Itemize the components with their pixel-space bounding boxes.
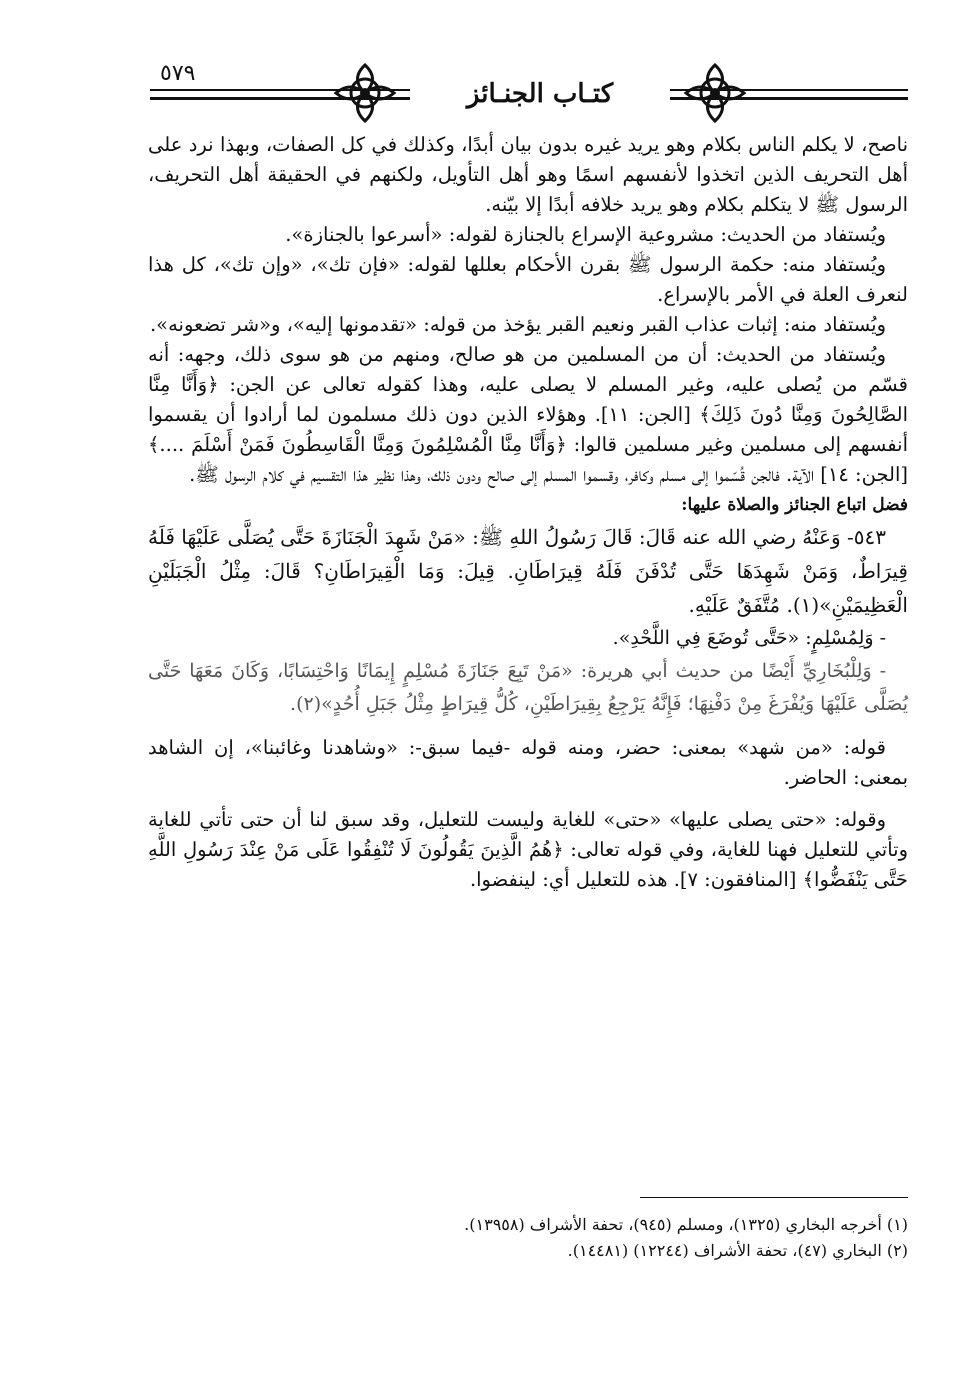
chapter-title: كتـاب الجنـائز xyxy=(410,69,670,119)
page-number: ٥٧٩ xyxy=(156,61,199,86)
ornament-left-icon xyxy=(330,55,400,125)
ornament-right-icon xyxy=(680,55,750,125)
paragraph-4: ويُستفاد منه: إثبات عذاب القبر ونعيم القبر يؤخذ من قوله: «تقدمونها إليه»، و«شر تضعونه». xyxy=(149,313,886,336)
commentary-2: وقوله: «حتى يصلى عليها» «حتى» للغاية وليست للتعليل، وقد سبق لنا أن حتى تأتي للغاية وتأتي للتعليل فهنا للغاية، وفي قوله تعالى: ﴿هُمُ الَّذِينَ يَقُولُونَ لَا تُنْفِقُوا عَلَى مَنْ عِنْدَ رَسُولِ اللَّهِ حَتَّى يَنْفَضُّوا﴾ [المنافقون: ٧]. هذه للتعليل أي: لينفضوا. xyxy=(148,808,908,891)
page-header xyxy=(150,55,908,125)
paragraph-1: ناصح، لا يكلم الناس بكلام وهو يريد غيره بدون بيان أبدًا، وكذلك في كل الصفات، وبهذا نرد على أهل التحريف الذين اتخذوا لأنفسهم اسمًا وهو أهل التأويل، ولكنهم في الحقيقة أهل التحريف، الرسول ﷺ لا يتكلم بكلام وهو يريد خلافه أبدًا إلا بيّنه. xyxy=(148,133,908,216)
page-body xyxy=(148,130,908,895)
footnote-2: (٢) البخاري (٤٧)، تحفة الأشراف (١٢٢٤٤) (١٤٤٨١). xyxy=(567,1241,908,1260)
footnote-divider xyxy=(640,1197,908,1198)
paragraph-2: ويُستفاد من الحديث: مشروعية الإسراع بالجنازة لقوله: «أسرعوا بالجنازة». xyxy=(285,223,886,246)
paragraph-5: ويُستفاد من الحديث: أن من المسلمين من هو صالح، ومنهم من هو سوى ذلك، وجهه: أنه قسّم من يُصلى عليه، وغير المسلم لا يصلى عليه، وهذا كقوله تعالى عن الجن: ﴿وَأَنَّا مِنَّا الصَّالِحُونَ وَمِنَّا دُونَ ذَلِكَ﴾ [الجن: ١١]. وهؤلاء الذين دون ذلك مسلمون لما أرادوا أن يقسموا أنفسهم إلى مسلمين وغير مسلمين قالوا: ﴿وَأَنَّا مِنَّا الْمُسْلِمُونَ وَمِنَّا الْقَاسِطُونَ فَمَنْ أَسْلَمَ ....﴾ [الجن: ١٤] الآية. فالجن قُسّموا إلى مسلم وكافر، وقسموا المسلم إلى صالح ودون ذلك، وهذا نظير هذا التقسيم في كلام الرسول ﷺ. xyxy=(148,343,908,486)
paragraph-3: ويُستفاد منه: حكمة الرسول ﷺ بقرن الأحكام بعللها لقوله: «فإن تك»، «وإن تك»، كل هذا لنعرف العلة في الأمر بالإسراع. xyxy=(148,253,908,306)
hadith-main: ٥٤٣- وَعَنْهُ رضي الله عنه قَالَ: قَالَ رَسُولُ اللهِ ﷺ: «مَنْ شَهِدَ الْجَنَازَةَ حَتَّى يُصَلَّى عَلَيْهَا فَلَهُ قِيرَاطٌ، وَمَنْ شَهِدَهَا حَتَّى تُدْفَنَ فَلَهُ قِيرَاطَانِ. قِيلَ: وَمَا الْقِيرَاطَانِ؟ قَالَ: مِثْلُ الْجَبَلَيْنِ الْعَظِيمَيْنِ»(١). مُتَّفَقٌ عَلَيْهِ. xyxy=(148,525,908,617)
hadith-bukhari: - وَلِلْبُخَارِيِّ أَيْضًا من حديث أبي هريرة: «مَنْ تَبِعَ جَنَازَةَ مُسْلِمٍ إِيمَانًا وَاحْتِسَابًا، وَكَانَ مَعَهَا حَتَّى يُصَلَّى عَلَيْهَا وَيُفْرَغَ مِنْ دَفْنِهَا؛ فَإِنَّهُ يَرْجِعُ بِقِيرَاطَيْنِ، كُلُّ قِيرَاطٍ مِثْلُ جَبَلِ أُحُدٍ»(٢). xyxy=(148,660,908,715)
hadith-muslim: - وَلِمُسْلِمٍ: «حَتَّى تُوضَعَ فِي اللَّحْدِ». xyxy=(612,627,886,649)
section-title: فضل اتباع الجنائز والصلاة عليها: xyxy=(681,495,908,515)
commentary-1: قوله: «من شهد» بمعنى: حضر، ومنه قوله -فيما سبق-: «وشاهدنا وغائبنا»، إن الشاهد بمعنى: الحاضر. xyxy=(148,736,908,789)
footnotes xyxy=(148,1212,908,1264)
footnote-1: (١) أخرجه البخاري (١٣٢٥)، ومسلم (٩٤٥)، تحفة الأشراف (١٣٩٥٨). xyxy=(464,1215,908,1234)
